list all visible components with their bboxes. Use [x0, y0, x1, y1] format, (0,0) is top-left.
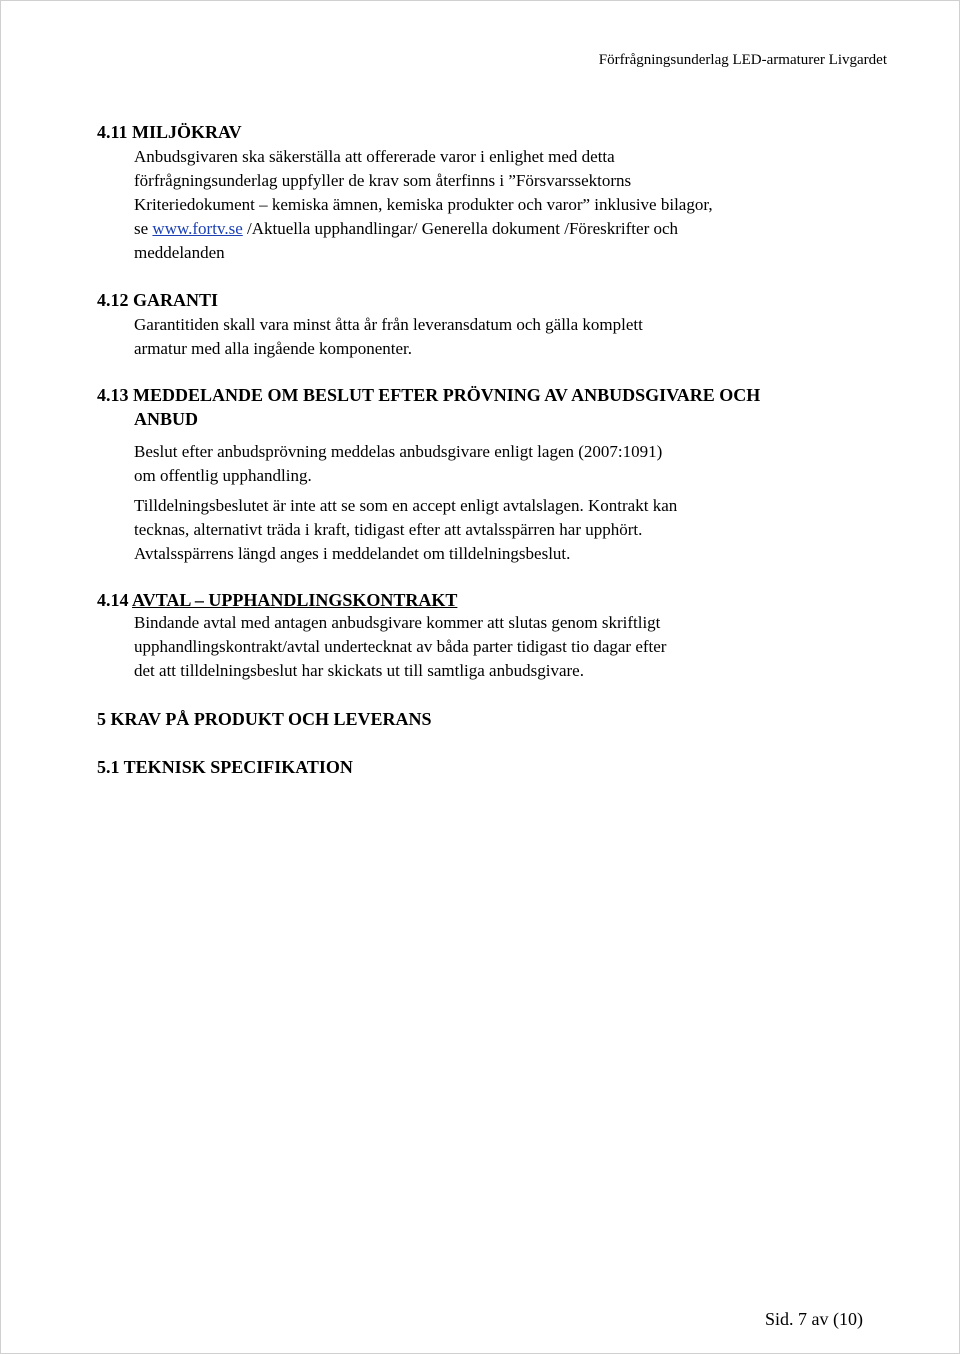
section-5 [97, 708, 877, 730]
section-5-1-heading: 5.1 TEKNISK SPECIFIKATION [97, 757, 353, 777]
body-line: om offentlig upphandling. [134, 466, 312, 485]
section-4-12-body [134, 313, 877, 361]
section-4-13-para-1 [134, 440, 877, 488]
heading-line: 4.13 MEDDELANDE OM BESLUT EFTER PRÖVNING AV ANBUDSGIVARE OCH [97, 385, 761, 405]
heading-number: 4.14 [97, 590, 133, 610]
fortv-link[interactable]: www.fortv.se [152, 219, 243, 238]
section-4-14 [97, 589, 877, 683]
document-header: Förfrågningsunderlag LED-armaturer Livgardet [598, 52, 887, 68]
body-line: Garantitiden skall vara minst åtta år från leveransdatum och gälla komplett [134, 315, 643, 334]
body-line: armatur med alla ingående komponenter. [134, 339, 413, 358]
body-line: tecknas, alternativt träda i kraft, tidigast efter att avtalsspärren har upphört. [134, 520, 643, 539]
body-line: Beslut efter anbudsprövning meddelas anbudsgivare enligt lagen (2007:1091) [134, 442, 663, 461]
link-prefix: se [134, 219, 153, 238]
body-line: det att tilldelningsbeslut har skickats ut till samtliga anbudsgivare. [134, 661, 584, 680]
body-line: Tilldelningsbeslutet är inte att se som en accept enligt avtalslagen. Kontrakt kan [134, 496, 678, 515]
heading-text: AVTAL – UPPHANDLINGSKONTRAKT [132, 590, 458, 610]
section-5-heading: 5 KRAV PÅ PRODUKT OCH LEVERANS [97, 709, 432, 729]
section-4-13 [97, 384, 877, 566]
section-5-1 [97, 756, 877, 778]
body-line-with-link [134, 217, 877, 241]
section-4-12-heading: 4.12 GARANTI [97, 290, 219, 310]
section-4-11 [97, 121, 877, 265]
body-line: meddelanden [134, 243, 225, 262]
section-4-11-body [134, 145, 877, 265]
link-suffix: /Aktuella upphandlingar/ Generella dokument /Föreskrifter och [242, 219, 679, 238]
body-line: Kriteriedokument – kemiska ämnen, kemiska produkter och varor” inklusive bilagor, [134, 195, 713, 214]
section-4-11-heading: 4.11 MILJÖKRAV [97, 122, 242, 142]
body-line: upphandlingskontrakt/avtal undertecknat av båda parter tidigast tio dagar efter [134, 637, 667, 656]
section-4-13-heading [97, 384, 877, 430]
body-line: Anbudsgivaren ska säkerställa att offererade varor i enlighet med detta [134, 147, 615, 166]
body-line: Avtalsspärrens längd anges i meddelandet om tilldelningsbeslut. [134, 544, 571, 563]
page-number: Sid. 7 av (10) [765, 1309, 863, 1329]
section-4-14-heading [97, 589, 877, 611]
section-4-14-body [134, 611, 877, 683]
body-line: Bindande avtal med antagen anbudsgivare kommer att slutas genom skriftligt [134, 613, 661, 632]
body-line: förfrågningsunderlag uppfyller de krav som återfinns i ”Försvarssektorns [134, 171, 632, 190]
section-4-12 [97, 289, 877, 361]
heading-line: ANBUD [134, 409, 199, 429]
section-4-13-para-2 [134, 494, 877, 566]
